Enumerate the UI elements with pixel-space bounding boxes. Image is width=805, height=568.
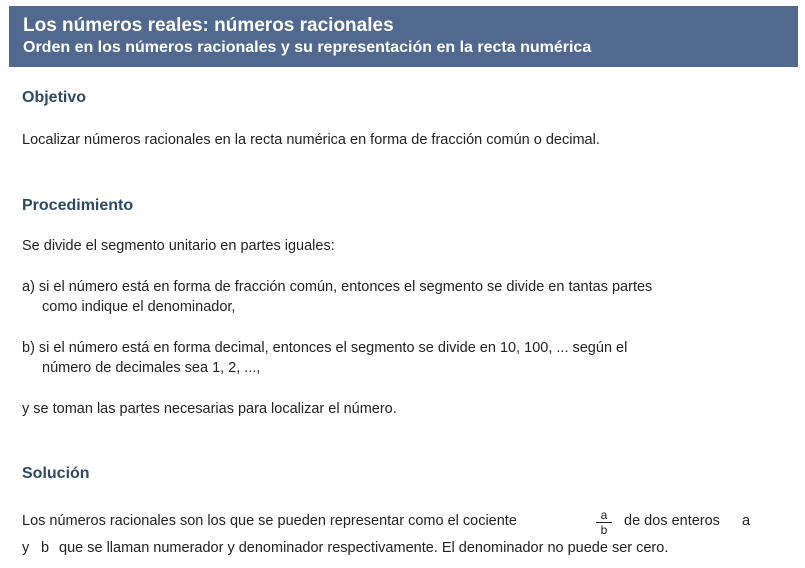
objetivo-heading: Objetivo (22, 89, 87, 106)
procedimiento-item-a-line2: como indique el denominador, (42, 299, 236, 315)
fraction-denominator: b (600, 523, 608, 537)
solucion-line2-rest: que se llaman numerador y denominador respectivamente. El denominador no puede ser cero. (59, 540, 669, 556)
solucion-var-b: b (41, 540, 50, 556)
objetivo-text: Localizar números racionales en la recta numérica en forma de fracción común o decimal. (22, 132, 600, 148)
page-subtitle: Orden en los números racionales y su representación en la recta numérica (23, 39, 592, 56)
procedimiento-item-b-line1: b) si el número está en forma decimal, entonces el segmento se divide en 10, 100, ... según el (22, 340, 628, 356)
procedimiento-closing: y se toman las partes necesarias para localizar el número. (22, 401, 397, 417)
solucion-line1-before: Los números racionales son los que se pueden representar como el cociente (22, 513, 517, 529)
procedimiento-intro: Se divide el segmento unitario en partes iguales: (22, 238, 335, 254)
procedimiento-heading: Procedimiento (22, 197, 134, 214)
solucion-var-a: a (742, 513, 751, 529)
solucion-heading: Solución (22, 465, 90, 482)
procedimiento-item-b-line2: número de decimales sea 1, 2, ..., (42, 360, 261, 376)
procedimiento-item-a-line1: a) si el número está en forma de fracción común, entonces el segmento se divide en tantas partes (22, 279, 653, 295)
page-title: Los números reales: números racionales (23, 15, 394, 36)
fraction-a-over-b (596, 509, 612, 536)
fraction-numerator: a (596, 509, 612, 523)
header-banner (9, 6, 798, 67)
solucion-line1-after: de dos enteros (624, 513, 720, 529)
solucion-var-y: y (22, 540, 30, 556)
